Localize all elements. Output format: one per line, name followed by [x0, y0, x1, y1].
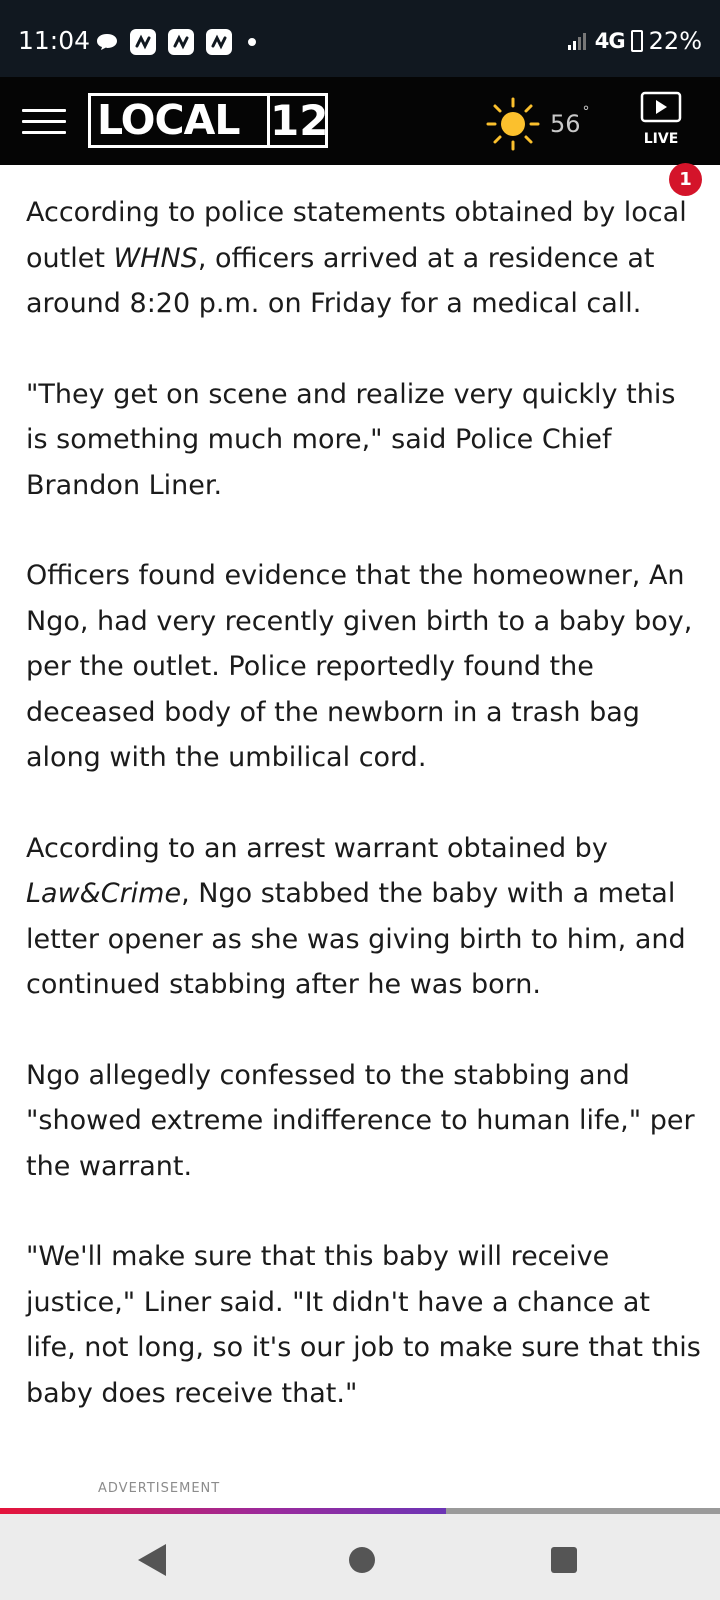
chat-bubble-icon [96, 33, 118, 51]
system-nav-bar [0, 1514, 720, 1600]
app-notification-icon [168, 29, 194, 55]
outlet-name: Law&Crime [26, 878, 182, 909]
back-icon[interactable] [138, 1544, 166, 1576]
notification-badge: 1 [669, 163, 702, 196]
app-header [0, 77, 720, 190]
logo-word: LOCAL [97, 96, 240, 144]
article-paragraph: According to an arrest warrant obtained by Law&Crime, Ngo stabbed the baby with a metal letter opener as she was giving birth to him, and continued stabbing after he was born. [26, 832, 686, 1000]
sun-icon [486, 97, 540, 151]
notification-icons [96, 29, 256, 55]
status-time: 11:04 [18, 26, 91, 55]
article-paragraph: According to police statements obtained by local outlet WHNS, officers arrived at a residence at around 8:20 p.m. on Friday for a medical call. [26, 197, 687, 319]
home-icon[interactable] [349, 1547, 375, 1573]
article-paragraph: Officers found evidence that the homeowner, An Ngo, had very recently given birth to a baby boy, per the outlet. Police reportedly found the deceased body of the newborn in a trash bag along with the umbilical cord. [26, 560, 693, 773]
status-bar [0, 0, 720, 77]
weather-widget[interactable] [486, 97, 590, 151]
article-paragraph: "They get on scene and realize very quickly this is something much more," said Police Chief Brandon Liner. [26, 378, 676, 501]
logo-number: 12 [267, 93, 325, 148]
outlet-name: WHNS [113, 242, 198, 274]
play-video-icon [640, 91, 682, 123]
network-type: 4G [594, 29, 625, 53]
app-notification-icon [206, 29, 232, 55]
article-paragraph: Ngo allegedly confessed to the stabbing and "showed extreme indifference to human life," per the warrant. [26, 1059, 695, 1182]
live-label: LIVE [643, 131, 679, 147]
hamburger-icon [22, 109, 66, 112]
advertisement-label: ADVERTISEMENT [98, 1481, 221, 1496]
local12-logo[interactable] [88, 93, 328, 148]
battery-icon [631, 30, 643, 52]
more-dot-icon [248, 38, 256, 46]
status-right [567, 27, 702, 55]
battery-percent: 22% [648, 27, 702, 55]
recents-icon[interactable] [551, 1547, 577, 1573]
article-body [26, 190, 702, 1461]
app-notification-icon [130, 29, 156, 55]
menu-button[interactable] [22, 109, 66, 135]
live-button[interactable] [636, 91, 686, 151]
article-paragraph: "We'll make sure that this baby will receive justice," Liner said. "It didn't have a chance at life, not long, so it's our job to make sure that this baby does receive that." [26, 1241, 701, 1409]
signal-icon [567, 31, 589, 51]
weather-temperature: 56 ° [550, 104, 590, 138]
